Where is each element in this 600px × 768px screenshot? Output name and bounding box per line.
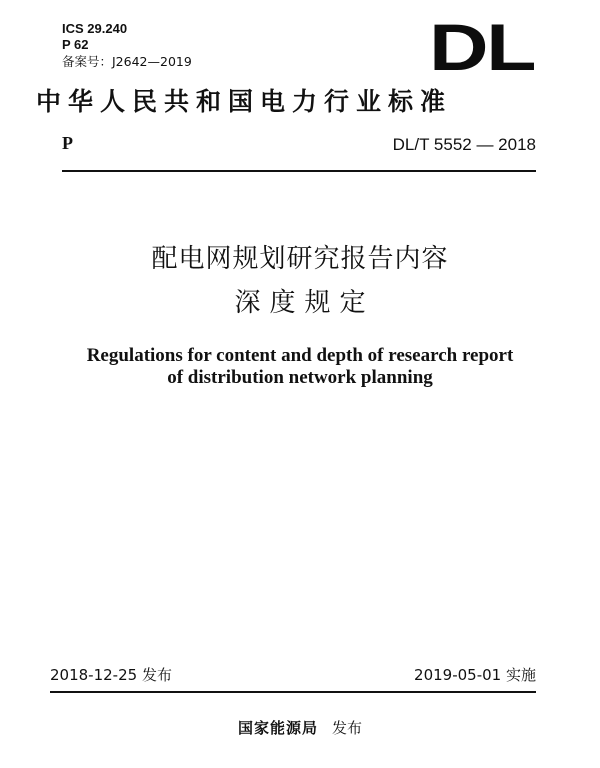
publisher-organization: 国家能源局 bbox=[237, 719, 318, 737]
english-title-line-2: of distribution network planning bbox=[167, 367, 433, 388]
top-divider bbox=[62, 170, 536, 172]
publisher bbox=[0, 717, 600, 739]
issue-date: 2018-12-25 发布 bbox=[50, 666, 172, 684]
publisher-verb: 发布 bbox=[332, 719, 363, 737]
bottom-divider bbox=[50, 691, 536, 693]
record-number: 备案号：J2642—2019 bbox=[62, 54, 192, 69]
industry-standard-title: 中华人民共和国电力行业标准 bbox=[36, 87, 453, 116]
ics-code: ICS 29.240 bbox=[62, 21, 128, 36]
chinese-title-line-1: 配电网规划研究报告内容 bbox=[151, 244, 449, 274]
standard-category: P bbox=[62, 133, 73, 153]
english-title-line-1: Regulations for content and depth of research report bbox=[86, 345, 514, 366]
category-code: P 62 bbox=[62, 37, 89, 52]
effective-date: 2019-05-01 实施 bbox=[414, 666, 536, 684]
chinese-title-line-2: 深度规定 bbox=[234, 288, 375, 318]
standard-number: DL/T 5552 — 2018 bbox=[392, 135, 536, 154]
dl-logo: DL bbox=[429, 10, 534, 84]
